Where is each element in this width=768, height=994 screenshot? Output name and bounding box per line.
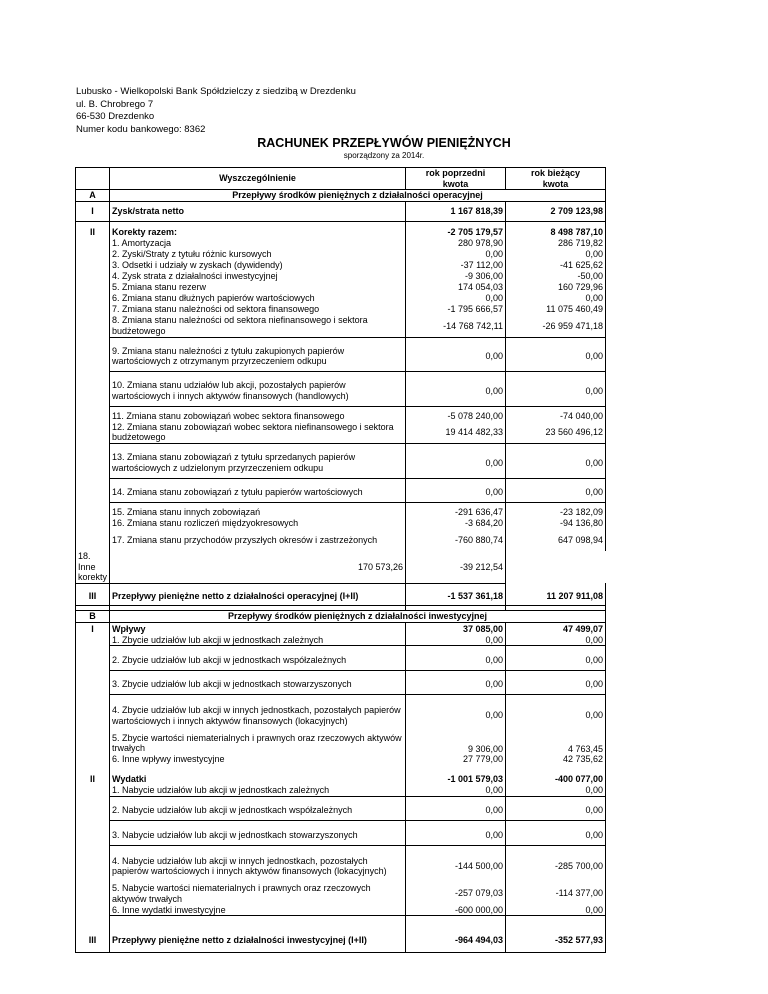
curr-value: 0,00 bbox=[506, 905, 606, 916]
curr-value: -74 040,00 bbox=[506, 411, 606, 422]
table-row bbox=[76, 411, 606, 422]
header-curr-year: rok bieżący bbox=[506, 168, 606, 179]
table-row bbox=[76, 825, 606, 845]
prev-value: -5 078 240,00 bbox=[406, 411, 506, 422]
row-label: 4. Nabycie udziałów lub akcji w innych jednostkach, pozostałych papierów wartościowych i innych aktywów finansowych (lokacyjnych) bbox=[110, 850, 406, 883]
prev-value: 0,00 bbox=[406, 785, 506, 796]
row-label: 1. Nabycie udziałów lub akcji w jednostkach zależnych bbox=[110, 785, 406, 796]
row-a-3 bbox=[76, 588, 606, 606]
table-row bbox=[76, 422, 606, 444]
curr-value: -26 959 471,18 bbox=[506, 315, 606, 337]
row-a-2 bbox=[76, 226, 606, 238]
prev-value: 0,00 bbox=[406, 249, 506, 260]
curr-value: 0,00 bbox=[506, 699, 606, 732]
row-label: 16. Zmiana stanu rozliczeń międzyokresowych bbox=[110, 518, 406, 529]
row-label: 10. Zmiana stanu udziałów lub akcji, pozostałych papierów wartościowych i innych aktywów finansowych (handlowych) bbox=[110, 376, 406, 406]
table-row bbox=[76, 315, 606, 337]
table-row bbox=[76, 529, 606, 551]
row-label: 12. Zmiana stanu zobowiązań wobec sektora niefinansowego i sektora budżetowego bbox=[110, 422, 406, 444]
curr-value: 0,00 bbox=[506, 483, 606, 503]
section-b-letter: B bbox=[76, 611, 110, 623]
curr-value: 0,00 bbox=[506, 293, 606, 304]
table-row bbox=[76, 732, 606, 754]
prev-value: 9 306,00 bbox=[406, 732, 506, 754]
table-row bbox=[76, 850, 606, 883]
prev-value: -760 880,74 bbox=[406, 529, 506, 551]
row-number: II bbox=[76, 773, 110, 928]
prev-value: -3 684,20 bbox=[406, 518, 506, 529]
row-label: 15. Zmiana stanu innych zobowiązań bbox=[110, 507, 406, 518]
curr-value: -352 577,93 bbox=[506, 928, 606, 952]
table-row bbox=[76, 699, 606, 732]
row-label: 3. Zbycie udziałów lub akcji w jednostkach stowarzyszonych bbox=[110, 675, 406, 695]
prev-value: -1 795 666,57 bbox=[406, 304, 506, 315]
curr-value: -50,00 bbox=[506, 271, 606, 282]
table-row bbox=[76, 905, 606, 916]
table-row bbox=[76, 448, 606, 478]
curr-value: -39 212,54 bbox=[406, 551, 506, 583]
table-row bbox=[76, 675, 606, 695]
table-row bbox=[76, 650, 606, 670]
curr-value: -114 377,00 bbox=[506, 883, 606, 905]
row-label: 14. Zmiana stanu zobowiązań z tytułu papierów wartościowych bbox=[110, 483, 406, 503]
document-title: RACHUNEK PRZEPŁYWÓW PIENIĘŻNYCH bbox=[257, 136, 511, 150]
row-label: 3. Nabycie udziałów lub akcji w jednostkach stowarzyszonych bbox=[110, 825, 406, 845]
section-b-title: Przepływy środków pieniężnych z działalności inwestycyjnej bbox=[110, 611, 606, 623]
row-label: 1. Zbycie udziałów lub akcji w jednostkach zależnych bbox=[110, 635, 406, 646]
row-label: 6. Inne wpływy inwestycyjne bbox=[110, 754, 406, 765]
prev-value: -964 494,03 bbox=[406, 928, 506, 952]
row-b-2 bbox=[76, 773, 606, 785]
table-row bbox=[76, 754, 606, 765]
section-b-header bbox=[76, 611, 606, 623]
prev-value: 0,00 bbox=[406, 699, 506, 732]
row-number: III bbox=[76, 588, 110, 606]
row-label: 1. Amortyzacja bbox=[110, 238, 406, 249]
prev-value: 0,00 bbox=[406, 293, 506, 304]
curr-value: -400 077,00 bbox=[506, 773, 606, 785]
prev-value: 0,00 bbox=[406, 825, 506, 845]
row-label: 17. Zmiana stanu przychodów przyszłych okresów i zastrzeżonych bbox=[110, 529, 406, 551]
row-label: 5. Nabycie wartości niematerialnych i prawnych oraz rzeczowych aktywów trwałych bbox=[110, 883, 406, 905]
table-row bbox=[76, 260, 606, 271]
row-label: 18. Inne korekty bbox=[76, 551, 110, 583]
header-curr-amount: kwota bbox=[506, 179, 606, 190]
row-label: 11. Zmiana stanu zobowiązań wobec sektora finansowego bbox=[110, 411, 406, 422]
prev-value: 0,00 bbox=[406, 675, 506, 695]
bank-header bbox=[76, 86, 356, 136]
prev-value: 280 978,90 bbox=[406, 238, 506, 249]
table-row bbox=[76, 238, 606, 249]
curr-value: 0,00 bbox=[506, 675, 606, 695]
bank-street: ul. B. Chrobrego 7 bbox=[76, 98, 154, 110]
row-label: 13. Zmiana stanu zobowiązań z tytułu sprzedanych papierów wartościowych z udzielonym przyrzeczeniem odkupu bbox=[110, 448, 406, 478]
curr-value: 23 560 496,12 bbox=[506, 422, 606, 444]
row-label: 5. Zbycie wartości niematerialnych i prawnych oraz rzeczowych aktywów trwałych bbox=[110, 732, 406, 754]
curr-value: 0,00 bbox=[506, 650, 606, 670]
section-a-title: Przepływy środków pieniężnych z działalności operacyjnej bbox=[110, 190, 606, 202]
row-label: Zysk/strata netto bbox=[110, 202, 406, 222]
prev-value: 0,00 bbox=[406, 801, 506, 821]
prev-value: 0,00 bbox=[406, 342, 506, 372]
row-number: II bbox=[76, 226, 110, 551]
row-label: 6. Inne wydatki inwestycyjne bbox=[110, 905, 406, 916]
curr-value: 0,00 bbox=[506, 342, 606, 372]
section-a-letter: A bbox=[76, 190, 110, 202]
header-prev-year: rok poprzedni bbox=[406, 168, 506, 179]
prev-value: 0,00 bbox=[406, 483, 506, 503]
cash-flow-table bbox=[75, 167, 606, 953]
row-a-1 bbox=[76, 202, 606, 222]
row-label: Przepływy pieniężne netto z działalności inwestycyjnej (I+II) bbox=[110, 928, 406, 952]
curr-value: 11 075 460,49 bbox=[506, 304, 606, 315]
row-b-1 bbox=[76, 623, 606, 635]
curr-value: 0,00 bbox=[506, 785, 606, 796]
document-subtitle: sporządzony za 2014r. bbox=[343, 151, 425, 160]
curr-value: 0,00 bbox=[506, 635, 606, 646]
row-label: 8. Zmiana stanu należności od sektora niefinansowego i sektora budżetowego bbox=[110, 315, 406, 337]
curr-value: 160 729,96 bbox=[506, 282, 606, 293]
prev-value: 174 054,03 bbox=[406, 282, 506, 293]
prev-value: -14 768 742,11 bbox=[406, 315, 506, 337]
prev-value: -9 306,00 bbox=[406, 271, 506, 282]
bank-city: 66-530 Drezdenko bbox=[76, 111, 155, 122]
row-label: 9. Zmiana stanu należności z tytułu zakupionych papierów wartościowych z otrzymanym przyrzeczeniem odkupu bbox=[110, 342, 406, 372]
prev-value: 170 573,26 bbox=[110, 551, 406, 583]
header-prev-amount: kwota bbox=[406, 179, 506, 190]
row-label: Wydatki bbox=[110, 773, 406, 785]
table-row bbox=[76, 883, 606, 905]
table-row bbox=[76, 342, 606, 372]
row-label: Wpływy bbox=[110, 623, 406, 635]
table-row bbox=[76, 801, 606, 821]
table-row bbox=[76, 376, 606, 406]
table-row bbox=[76, 635, 606, 646]
prev-value: 0,00 bbox=[406, 448, 506, 478]
table-row bbox=[76, 304, 606, 315]
curr-value: -285 700,00 bbox=[506, 850, 606, 883]
prev-value: 1 167 818,39 bbox=[406, 202, 506, 222]
table-row bbox=[76, 271, 606, 282]
row-label: 6. Zmiana stanu dłużnych papierów wartościowych bbox=[110, 293, 406, 304]
table-row bbox=[76, 249, 606, 260]
curr-value: 0,00 bbox=[506, 448, 606, 478]
row-label: 2. Zbycie udziałów lub akcji w jednostkach współzależnych bbox=[110, 650, 406, 670]
table-row bbox=[76, 293, 606, 304]
section-a-header bbox=[76, 190, 606, 202]
curr-value: 11 207 911,08 bbox=[506, 588, 606, 606]
curr-value: 0,00 bbox=[506, 249, 606, 260]
table-row bbox=[76, 282, 606, 293]
prev-value: -1 001 579,03 bbox=[406, 773, 506, 785]
curr-value: 2 709 123,98 bbox=[506, 202, 606, 222]
row-label: 4. Zbycie udziałów lub akcji w innych jednostkach, pozostałych papierów wartościowych i innych aktywów finansowych (lokacyjnych) bbox=[110, 699, 406, 732]
curr-value: 4 763,45 bbox=[506, 732, 606, 754]
curr-value: 0,00 bbox=[506, 825, 606, 845]
curr-value: 42 735,62 bbox=[506, 754, 606, 765]
prev-value: 0,00 bbox=[406, 376, 506, 406]
row-label: Przepływy pieniężne netto z działalności operacyjnej (I+II) bbox=[110, 588, 406, 606]
prev-value: -37 112,00 bbox=[406, 260, 506, 271]
curr-value: 647 098,94 bbox=[506, 529, 606, 551]
prev-value: -291 636,47 bbox=[406, 507, 506, 518]
row-label: 2. Nabycie udziałów lub akcji w jednostkach współzależnych bbox=[110, 801, 406, 821]
prev-value: 0,00 bbox=[406, 650, 506, 670]
row-label: 5. Zmiana stanu rezerw bbox=[110, 282, 406, 293]
prev-value: 0,00 bbox=[406, 635, 506, 646]
curr-value: 8 498 787,10 bbox=[506, 226, 606, 238]
row-label: 7. Zmiana stanu należności od sektora finansowego bbox=[110, 304, 406, 315]
prev-value: -2 705 179,57 bbox=[406, 226, 506, 238]
table-header-row bbox=[76, 168, 606, 179]
bank-code: Numer kodu bankowego: 8362 bbox=[76, 123, 206, 135]
row-b-3 bbox=[76, 928, 606, 952]
row-number: I bbox=[76, 623, 110, 774]
curr-value: 0,00 bbox=[506, 801, 606, 821]
curr-value: 47 499,07 bbox=[506, 623, 606, 635]
curr-value: 286 719,82 bbox=[506, 238, 606, 249]
row-number: III bbox=[76, 928, 110, 952]
row-label: 4. Zysk strata z działalności inwestycyjnej bbox=[110, 271, 406, 282]
prev-value: 37 085,00 bbox=[406, 623, 506, 635]
table-row bbox=[76, 483, 606, 503]
curr-value: 0,00 bbox=[506, 376, 606, 406]
curr-value: -23 182,09 bbox=[506, 507, 606, 518]
row-label: 2. Zyski/Straty z tytułu różnic kursowych bbox=[110, 249, 406, 260]
table-row bbox=[76, 518, 606, 529]
row-label: Korekty razem: bbox=[110, 226, 406, 238]
header-description: Wyszczególnienie bbox=[110, 168, 406, 190]
curr-value: -41 625,62 bbox=[506, 260, 606, 271]
prev-value: -144 500,00 bbox=[406, 850, 506, 883]
prev-value: 27 779,00 bbox=[406, 754, 506, 765]
prev-value: 19 414 482,33 bbox=[406, 422, 506, 444]
table-row bbox=[76, 507, 606, 518]
prev-value: -1 537 361,18 bbox=[406, 588, 506, 606]
table-row bbox=[76, 785, 606, 796]
row-number: I bbox=[76, 202, 110, 222]
prev-value: -257 079,03 bbox=[406, 883, 506, 905]
bank-name: Lubusko - Wielkopolski Bank Spółdzielczy z siedzibą w Drezdenku bbox=[76, 86, 356, 97]
curr-value: -94 136,80 bbox=[506, 518, 606, 529]
row-label: 3. Odsetki i udziały w zyskach (dywidendy) bbox=[110, 260, 406, 271]
prev-value: -600 000,00 bbox=[406, 905, 506, 916]
table-row bbox=[76, 551, 606, 583]
